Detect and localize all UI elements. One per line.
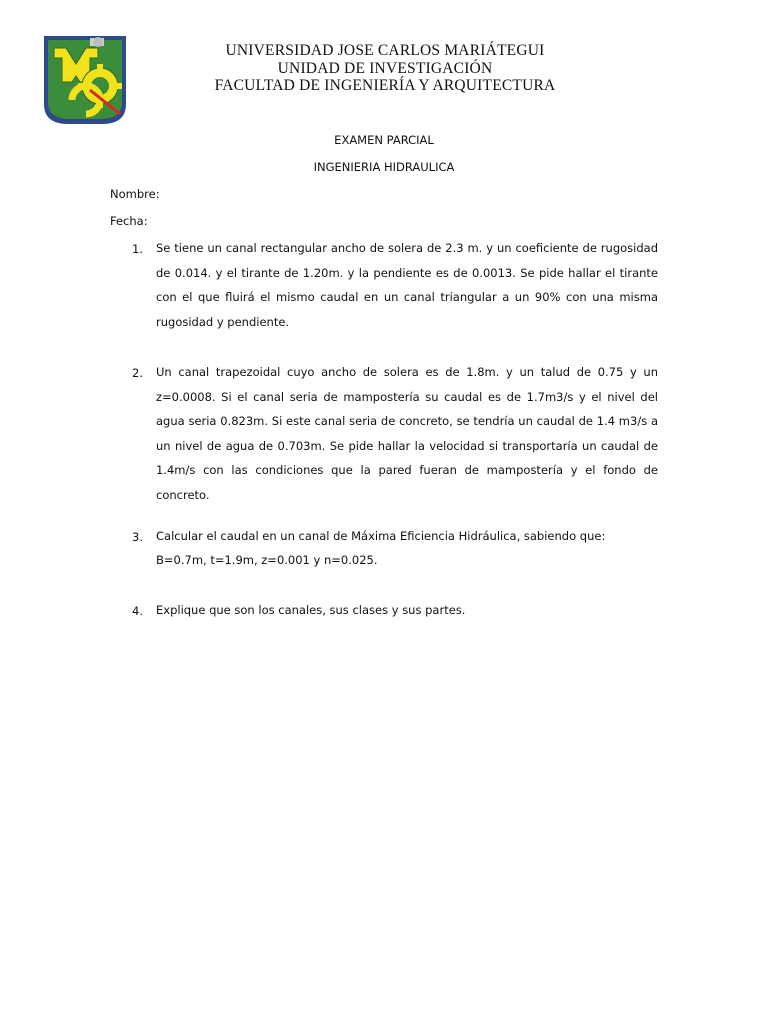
question-number: 4. <box>132 604 143 618</box>
question-number: 1. <box>132 242 143 256</box>
question-text: Un canal trapezoidal cuyo ancho de solera es de 1.8m. y un talud de 0.75 y un z=0.0008. Si el canal seria de mampostería su caudal es de 1.7m3/s y el nivel del agua seria 0.823m. Si este canal seria de concreto, se tendría un caudal de 1.4 m3/s a un nivel de agua de 0.703m. Se pide hallar la velocidad si transportaría un caudal de 1.4m/s con las condiciones que la pared fueran de mampostería y el fondo de concreto. <box>156 365 658 502</box>
question-text: Se tiene un canal rectangular ancho de solera de 2.3 m. y un coeficiente de rugosidad de 0.014. y el tirante de 1.20m. y la pendiente es de 0.0013. Se pide hallar el tirante con el que fluirá el mismo caudal en un canal triangular a un 90% con una misma rugosidad y pendiente. <box>156 241 658 329</box>
date-label: Fecha: <box>110 214 148 228</box>
faculty-name: FACULTAD DE INGENIERÍA Y ARQUITECTURA <box>214 77 556 94</box>
question-text: Calcular el caudal en un canal de Máxima Eficiencia Hidráulica, sabiendo que: <box>156 529 606 543</box>
question-number: 3. <box>132 530 143 544</box>
question-text: Explique que son los canales, sus clases y sus partes. <box>156 603 466 617</box>
question-number: 2. <box>132 366 143 380</box>
university-logo <box>42 34 128 126</box>
university-name: UNIVERSIDAD JOSE CARLOS MARIÁTEGUI <box>225 42 545 59</box>
university-header <box>160 42 610 95</box>
course-title: INGENIERIA HIDRAULICA <box>313 160 455 174</box>
unit-name: UNIDAD DE INVESTIGACIÓN <box>277 59 493 77</box>
name-label: Nombre: <box>110 187 160 201</box>
exam-title: EXAMEN PARCIAL <box>334 133 434 147</box>
question-data: B=0.7m, t=1.9m, z=0.001 y n=0.025. <box>156 553 378 567</box>
